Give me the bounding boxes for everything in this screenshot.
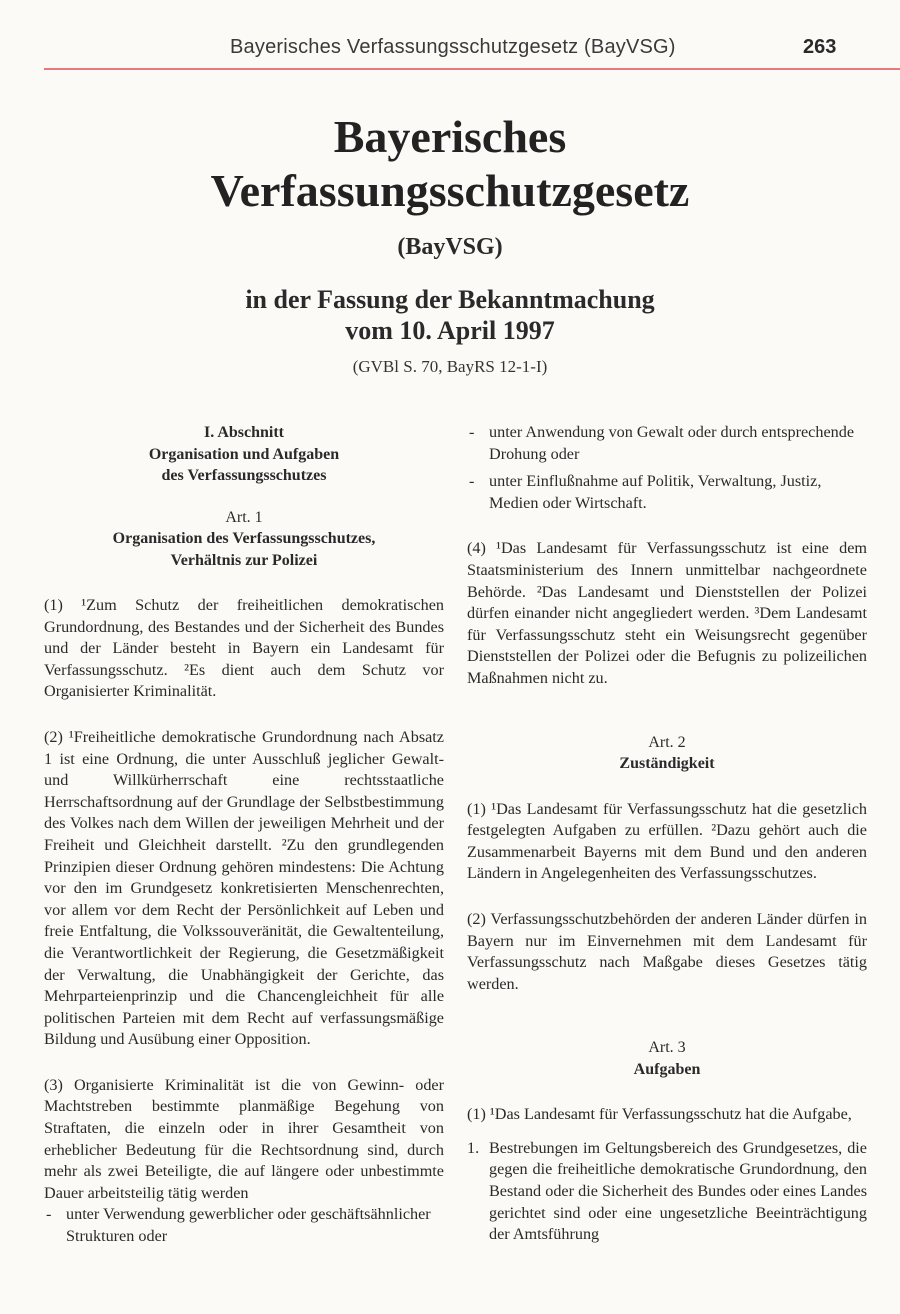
art1-paragraph-3: (3) Organisierte Kriminalität ist die von Gewinn- oder Machtstreben bestimmte planmäßige Begehung von Straftaten, die einzeln oder in ihrer Gesamtheit von erheblicher Bedeutung für die Rechtsordnung sind, durch mehr als zwei Beteiligte, die auf längere oder unbestimmte Dauer arbeitsteilig tätig werden (44, 1075, 444, 1202)
art1-paragraph-2: (2) ¹Freiheitliche demokratische Grundordnung nach Absatz 1 ist eine Ordnung, die unter Ausschluß jeglicher Gewalt- und Willkürherrschaft eine rechtsstaatliche Herrschaftsordnung auf der Grundlage der Selbstbestimmung des Volkes nach dem Willen der jeweiligen Mehrheit und der Freiheit und Gleichheit darstellt. ²Zu den grundlegenden Prinzipien dieser Ordnung gehören mindestens: Die Achtung vor den im Grundgesetz konkretisierten Menschenrechten, vor allem vor dem Recht der Persönlichkeit auf Leben und freie Entfaltung, die Volkssouveränität, die Gewaltenteilung, die Verantwortlichkeit der Regierung, die Gesetzmäßigkeit der Verwaltung, die Unabhängigkeit der Gerichte, das Mehrparteienprinzip und die Chancengleichheit für alle politischen Parteien mit dem Recht auf verfassungsmäßige Bildung und Ausübung einer Opposition. (44, 727, 444, 1049)
title-block (0, 110, 900, 378)
art3-number: Art. 3 (648, 1039, 686, 1057)
header-rule (44, 68, 900, 70)
art1-title-2: Verhältnis zur Polizei (170, 551, 318, 569)
section-heading-1: I. Abschnitt (203, 424, 285, 441)
fassung-line-1: in der Fassung der Bekanntmachung (245, 285, 655, 314)
art3-paragraph-1: (1) ¹Das Landesamt für Verfassungsschutz hat die Aufgabe, (467, 1105, 852, 1124)
list-item: - unter Einflußnahme auf Politik, Verwaltung, Justiz, Medien oder Wirtschaft. (469, 472, 822, 512)
art2-paragraph-1: (1) ¹Das Landesamt für Verfassungsschutz hat die gesetzlich festgelegten Aufgaben zu erfüllen. ²Dazu gehört auch die Zusammenarbeit Bayerns mit dem Bund und den anderen Ländern in Angelegenheiten des Verfassungsschutzes. (467, 799, 867, 883)
page-number: 263 (803, 36, 837, 58)
law-abbreviation: (BayVSG) (397, 234, 503, 260)
list-item: - unter Verwendung gewerblicher oder geschäftsähnlicher Strukturen oder (46, 1205, 431, 1246)
main-title-line-1: Bayerisches (333, 111, 567, 162)
art2-number: Art. 2 (648, 733, 686, 751)
art1-title-1: Organisation des Verfassungsschutzes, (112, 530, 376, 547)
right-column (467, 422, 867, 1246)
art3-title: Aufgaben (633, 1060, 701, 1078)
running-head-title: Bayerisches Verfassungsschutzgesetz (BayVSG) (230, 36, 676, 58)
running-head (0, 36, 900, 72)
art1-paragraph-4: (4) ¹Das Landesamt für Verfassungsschutz ist eine dem Staatsministerium des Innern unmittelbar nachgeordnete Behörde. ²Das Landesamt und Dienststellen der Polizei dürfen einander nicht angegliedert werden. ³Dem Landesamt für Verfassungsschutz steht ein Weisungsrecht gegenüber Dienststellen der Polizei oder die Befugnis zu polizeilichen Maßnahmen nicht zu. (467, 539, 867, 687)
left-column (44, 422, 444, 1248)
art2-title: Zuständigkeit (619, 755, 715, 773)
main-title-line-2: Verfassungsschutzgesetz (210, 165, 690, 216)
list-item: - unter Anwendung von Gewalt oder durch entsprechende Drohung oder (469, 423, 855, 463)
section-heading-2: Organisation und Aufgaben (148, 445, 340, 463)
list-item: 1. Bestrebungen im Geltungsbereich des Grundgesetzes, die gegen die freiheitliche demokratische Grundordnung, den Bestand oder die Sicherheit des Bundes oder eines Landes gerichtet sind oder eine ungesetzliche Beeinträchtigung der Amtsführung (467, 1138, 867, 1244)
art1-paragraph-1: (1) ¹Zum Schutz der freiheitlichen demokratischen Grundordnung, des Bestandes und der Sicherheit des Bundes und der Länder besteht in Bayern ein Landesamt für Verfassungsschutz. ²Es dient auch dem Schutz vor Organisierter Kriminalität. (44, 596, 444, 701)
gazette-reference: (GVBl S. 70, BayRS 12-1-I) (352, 357, 548, 376)
art2-paragraph-2: (2) Verfassungsschutzbehörden der anderen Länder dürfen in Bayern nur im Einvernehmen mit dem Landesamt für Verfassungsschutz nach Maßgabe dieses Gesetzes tätig werden. (467, 909, 867, 993)
fassung-line-2: vom 10. April 1997 (345, 316, 555, 345)
section-heading-3: des Verfassungsschutzes (161, 467, 327, 484)
art1-number: Art. 1 (225, 508, 263, 526)
